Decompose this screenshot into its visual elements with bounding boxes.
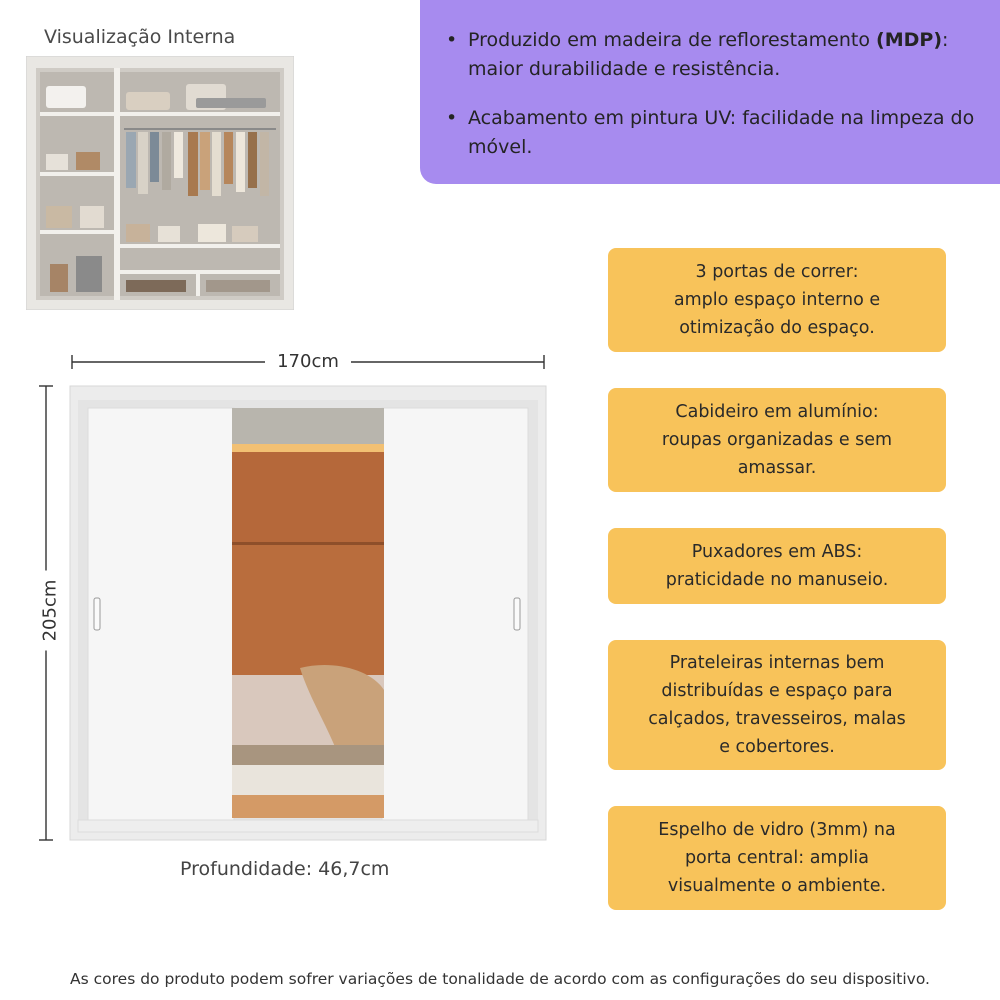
card-line: Espelho de vidro (3mm) na [658, 820, 896, 840]
card-line: 3 portas de correr: [695, 262, 859, 282]
card-mirror [608, 806, 946, 910]
card-line: Cabideiro em alumínio: [675, 402, 879, 422]
left-door [88, 408, 234, 820]
left-handle [94, 598, 100, 630]
feature-bold-text: (MDP) [876, 29, 943, 51]
feature-text: Produzido em madeira de reflorestamento [468, 29, 870, 51]
card-line: visualmente o ambiente. [667, 876, 887, 896]
card-line: calçados, travesseiros, malas [648, 709, 906, 729]
card-line: amplo espaço interno e [673, 290, 881, 310]
card-line: distribuídas e espaço para [661, 681, 893, 701]
card-line: Prateleiras internas bem [669, 653, 885, 673]
feature-text: Acabamento em pintura UV: facilidade na limpeza do móvel. [468, 107, 975, 158]
bullet-dot-icon: • [446, 107, 458, 129]
internal-view-title: Visualização Interna [44, 26, 236, 48]
card-line: otimização do espaço. [679, 318, 875, 338]
card-hanger-rod [608, 388, 946, 492]
card-line: e cobertores. [719, 737, 835, 757]
depth-dimension-label: Profundidade: 46,7cm [180, 858, 390, 880]
width-dimension-label: 170cm [265, 351, 351, 372]
card-handles [608, 528, 946, 604]
right-handle [514, 598, 520, 630]
right-door [382, 408, 528, 820]
card-line: amassar. [737, 458, 817, 478]
card-sliding-doors [608, 248, 946, 352]
card-line: roupas organizadas e sem [661, 430, 893, 450]
height-dimension-label: 205cm [40, 571, 61, 651]
feature-text-continued: : maior durabilidade e resistência. [468, 29, 949, 80]
card-line: porta central: amplia [684, 848, 870, 868]
bullet-dot-icon: • [446, 29, 458, 51]
card-shelves [608, 640, 946, 770]
mirror-door [232, 408, 384, 818]
card-line: praticidade no manuseio. [665, 570, 889, 590]
color-disclaimer: As cores do produto podem sofrer variações de tonalidade de acordo com as configurações do seu dispositivo. [70, 970, 930, 988]
card-line: Puxadores em ABS: [691, 542, 863, 562]
